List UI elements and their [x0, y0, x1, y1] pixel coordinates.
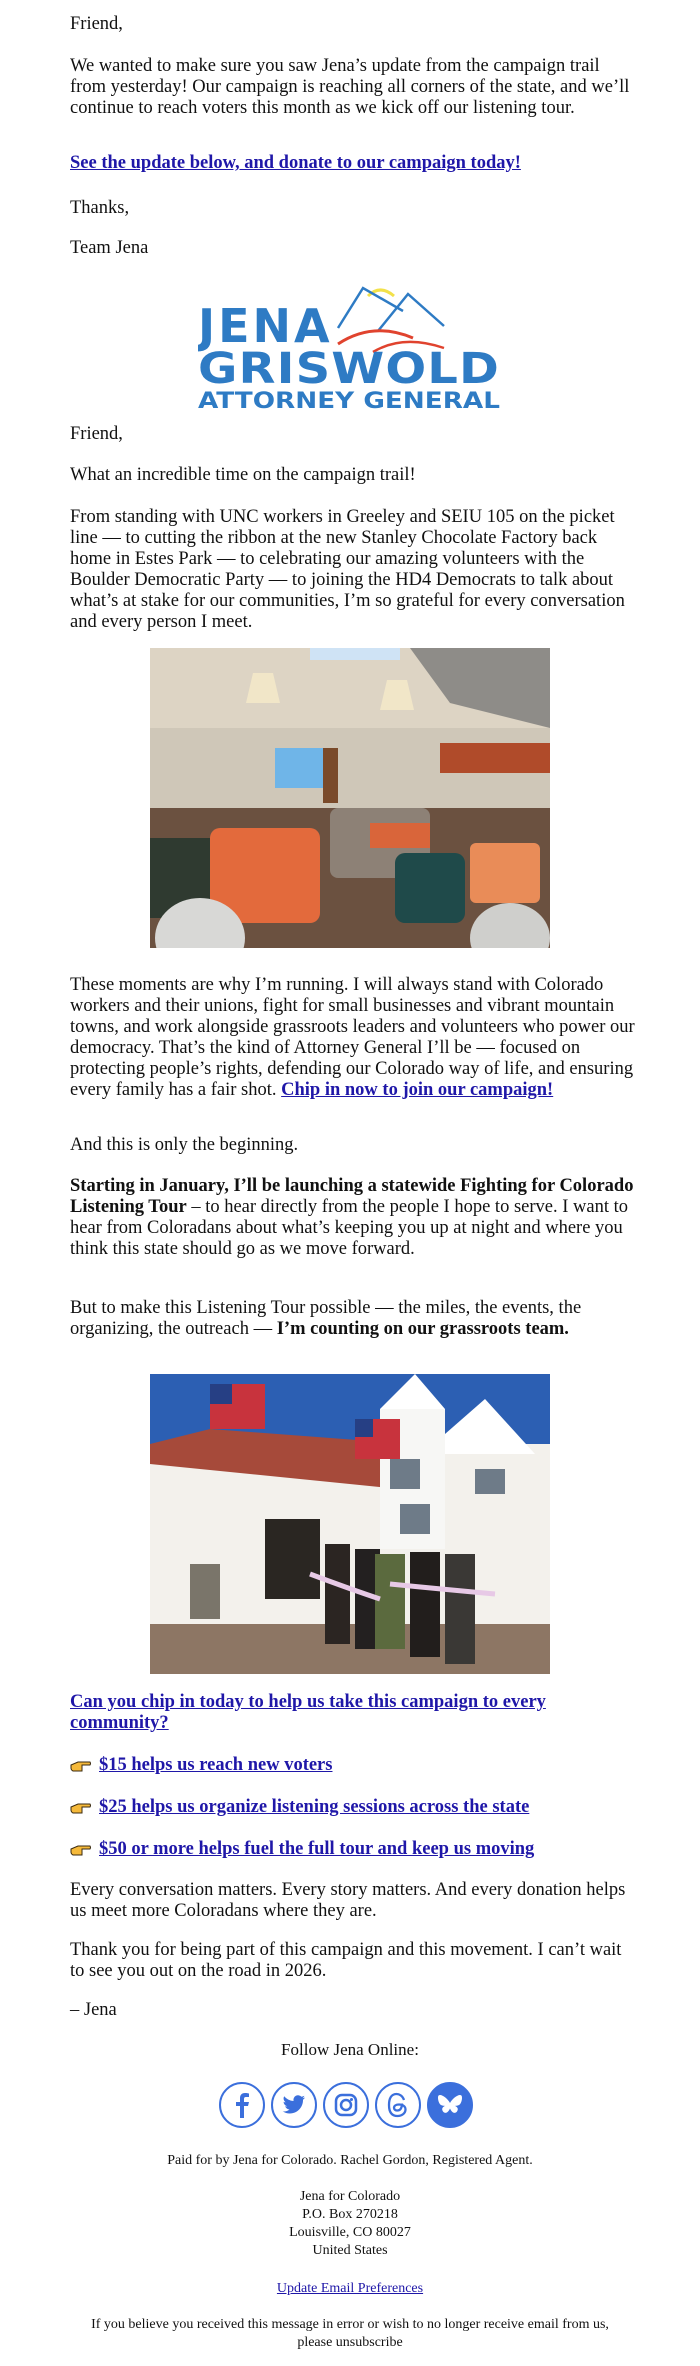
address-line: P.O. Box 270218	[302, 2207, 398, 2222]
intro-signature: Team Jena	[70, 238, 149, 258]
svg-text:GRISWOLD: GRISWOLD	[198, 344, 500, 394]
letter-signature: – Jena	[70, 2000, 117, 2020]
mountain-logo-icon	[198, 276, 502, 410]
unsubscribe-notice[interactable]: If you believe you received this message in error or wish to no longer receive email from us, please unsubscribe	[91, 2317, 609, 2350]
donate-option-15[interactable]	[70, 1755, 636, 1776]
pointing-hand-icon	[70, 1801, 92, 1815]
campaign-logo[interactable]	[198, 276, 502, 410]
intro-greeting: Friend,	[70, 14, 123, 34]
follow-label: Follow Jena Online:	[281, 2040, 419, 2059]
bluesky-link[interactable]	[427, 2082, 473, 2128]
mailing-address	[0, 2188, 700, 2260]
instagram-icon	[334, 2093, 358, 2117]
letter-paragraph-7: Thank you for being part of this campaign and this movement. I can’t wait to see you out on the road in 2026.	[70, 1940, 622, 1981]
update-email-preferences-link[interactable]: Update Email Preferences	[276, 2281, 424, 2296]
photo-ribbon-cutting	[150, 1374, 550, 1674]
address-line: Jena for Colorado	[299, 2189, 401, 2204]
donate-option-25[interactable]	[70, 1797, 636, 1818]
address-line: Louisville, CO 80027	[289, 2225, 411, 2240]
intro-donate-link[interactable]: See the update below, and donate to our campaign today!	[70, 153, 521, 173]
letter-opening: What an incredible time on the campaign trail!	[70, 465, 416, 485]
social-links	[219, 2082, 473, 2128]
intro-paragraph: We wanted to make sure you saw Jena’s update from the campaign trail from yesterday! Our campaign is reaching all corners of the state, and we’ll continue to reach voters this month as we kick off our listening tour.	[70, 56, 630, 118]
letter-paragraph-2: These moments are why I’m running. I will always stand with Colorado workers and their unions, fight for small businesses and vibrant mountain towns, and work alongside grassroots leaders and volunteers who power our democracy. That’s the kind of Attorney General I’ll be — focused on protecting people’s rights, defending our Colorado way of life, and ensuring every family has a fair shot. Chip in now to join our campaign!	[70, 975, 635, 1100]
letter-paragraph-5: But to make this Listening Tour possible — the miles, the events, the organizing, the outreach — I’m counting on our grassroots team.	[70, 1298, 582, 1339]
donate-25-link[interactable]: $25 helps us organize listening sessions across the state	[99, 1797, 530, 1817]
intro-signoff: Thanks,	[70, 198, 130, 218]
donate-50-link[interactable]: $50 or more helps fuel the full tour and keep us moving	[99, 1839, 535, 1859]
ribbon-cutting-image	[150, 1374, 550, 1674]
instagram-link[interactable]	[323, 2082, 369, 2128]
letter-paragraph-4: Starting in January, I’ll be launching a statewide Fighting for Colorado Listening Tour – to hear directly from the people I hope to serve. I want to hear from Coloradans about what’s keeping you up at night and where you think this state should go as we move forward.	[70, 1176, 634, 1259]
letter-paragraph-1: From standing with UNC workers in Greeley and SEIU 105 on the picket line — to cutting the ribbon at the new Stanley Chocolate Factory back home in Estes Park — to celebrating our amazing volunteers with the Boulder Democratic Party — to joining the HD4 Democrats to talk about what’s at stake for our communities, I’m so grateful for every conversation and every person I meet.	[70, 507, 625, 632]
threads-link[interactable]	[375, 2082, 421, 2128]
threads-icon	[386, 2092, 410, 2118]
listening-session-image	[150, 648, 550, 948]
photo-listening-session	[150, 648, 550, 948]
svg-text:ATTORNEY GENERAL: ATTORNEY GENERAL	[198, 389, 500, 410]
bluesky-icon	[437, 2094, 463, 2116]
paid-for-disclaimer: Paid for by Jena for Colorado. Rachel Gordon, Registered Agent.	[167, 2153, 533, 2168]
donate-15-link[interactable]: $15 helps us reach new voters	[99, 1755, 333, 1775]
twitter-icon	[282, 2095, 306, 2115]
pointing-hand-icon	[70, 1759, 92, 1773]
letter-paragraph-3: And this is only the beginning.	[70, 1135, 299, 1155]
pointing-hand-icon	[70, 1843, 92, 1857]
donate-heading-link[interactable]: Can you chip in today to help us take this campaign to every community?	[70, 1692, 546, 1733]
letter-paragraph-6: Every conversation matters. Every story matters. And every donation helps us meet more Coloradans where they are.	[70, 1880, 626, 1921]
letter-greeting: Friend,	[70, 424, 123, 444]
facebook-link[interactable]	[219, 2082, 265, 2128]
donate-option-50[interactable]	[70, 1839, 636, 1860]
chip-in-link[interactable]: Chip in now to join our campaign!	[281, 1080, 554, 1100]
facebook-icon	[232, 2092, 252, 2118]
svg-text:JENA: JENA	[198, 299, 333, 353]
twitter-link[interactable]	[271, 2082, 317, 2128]
address-line: United States	[312, 2243, 388, 2258]
